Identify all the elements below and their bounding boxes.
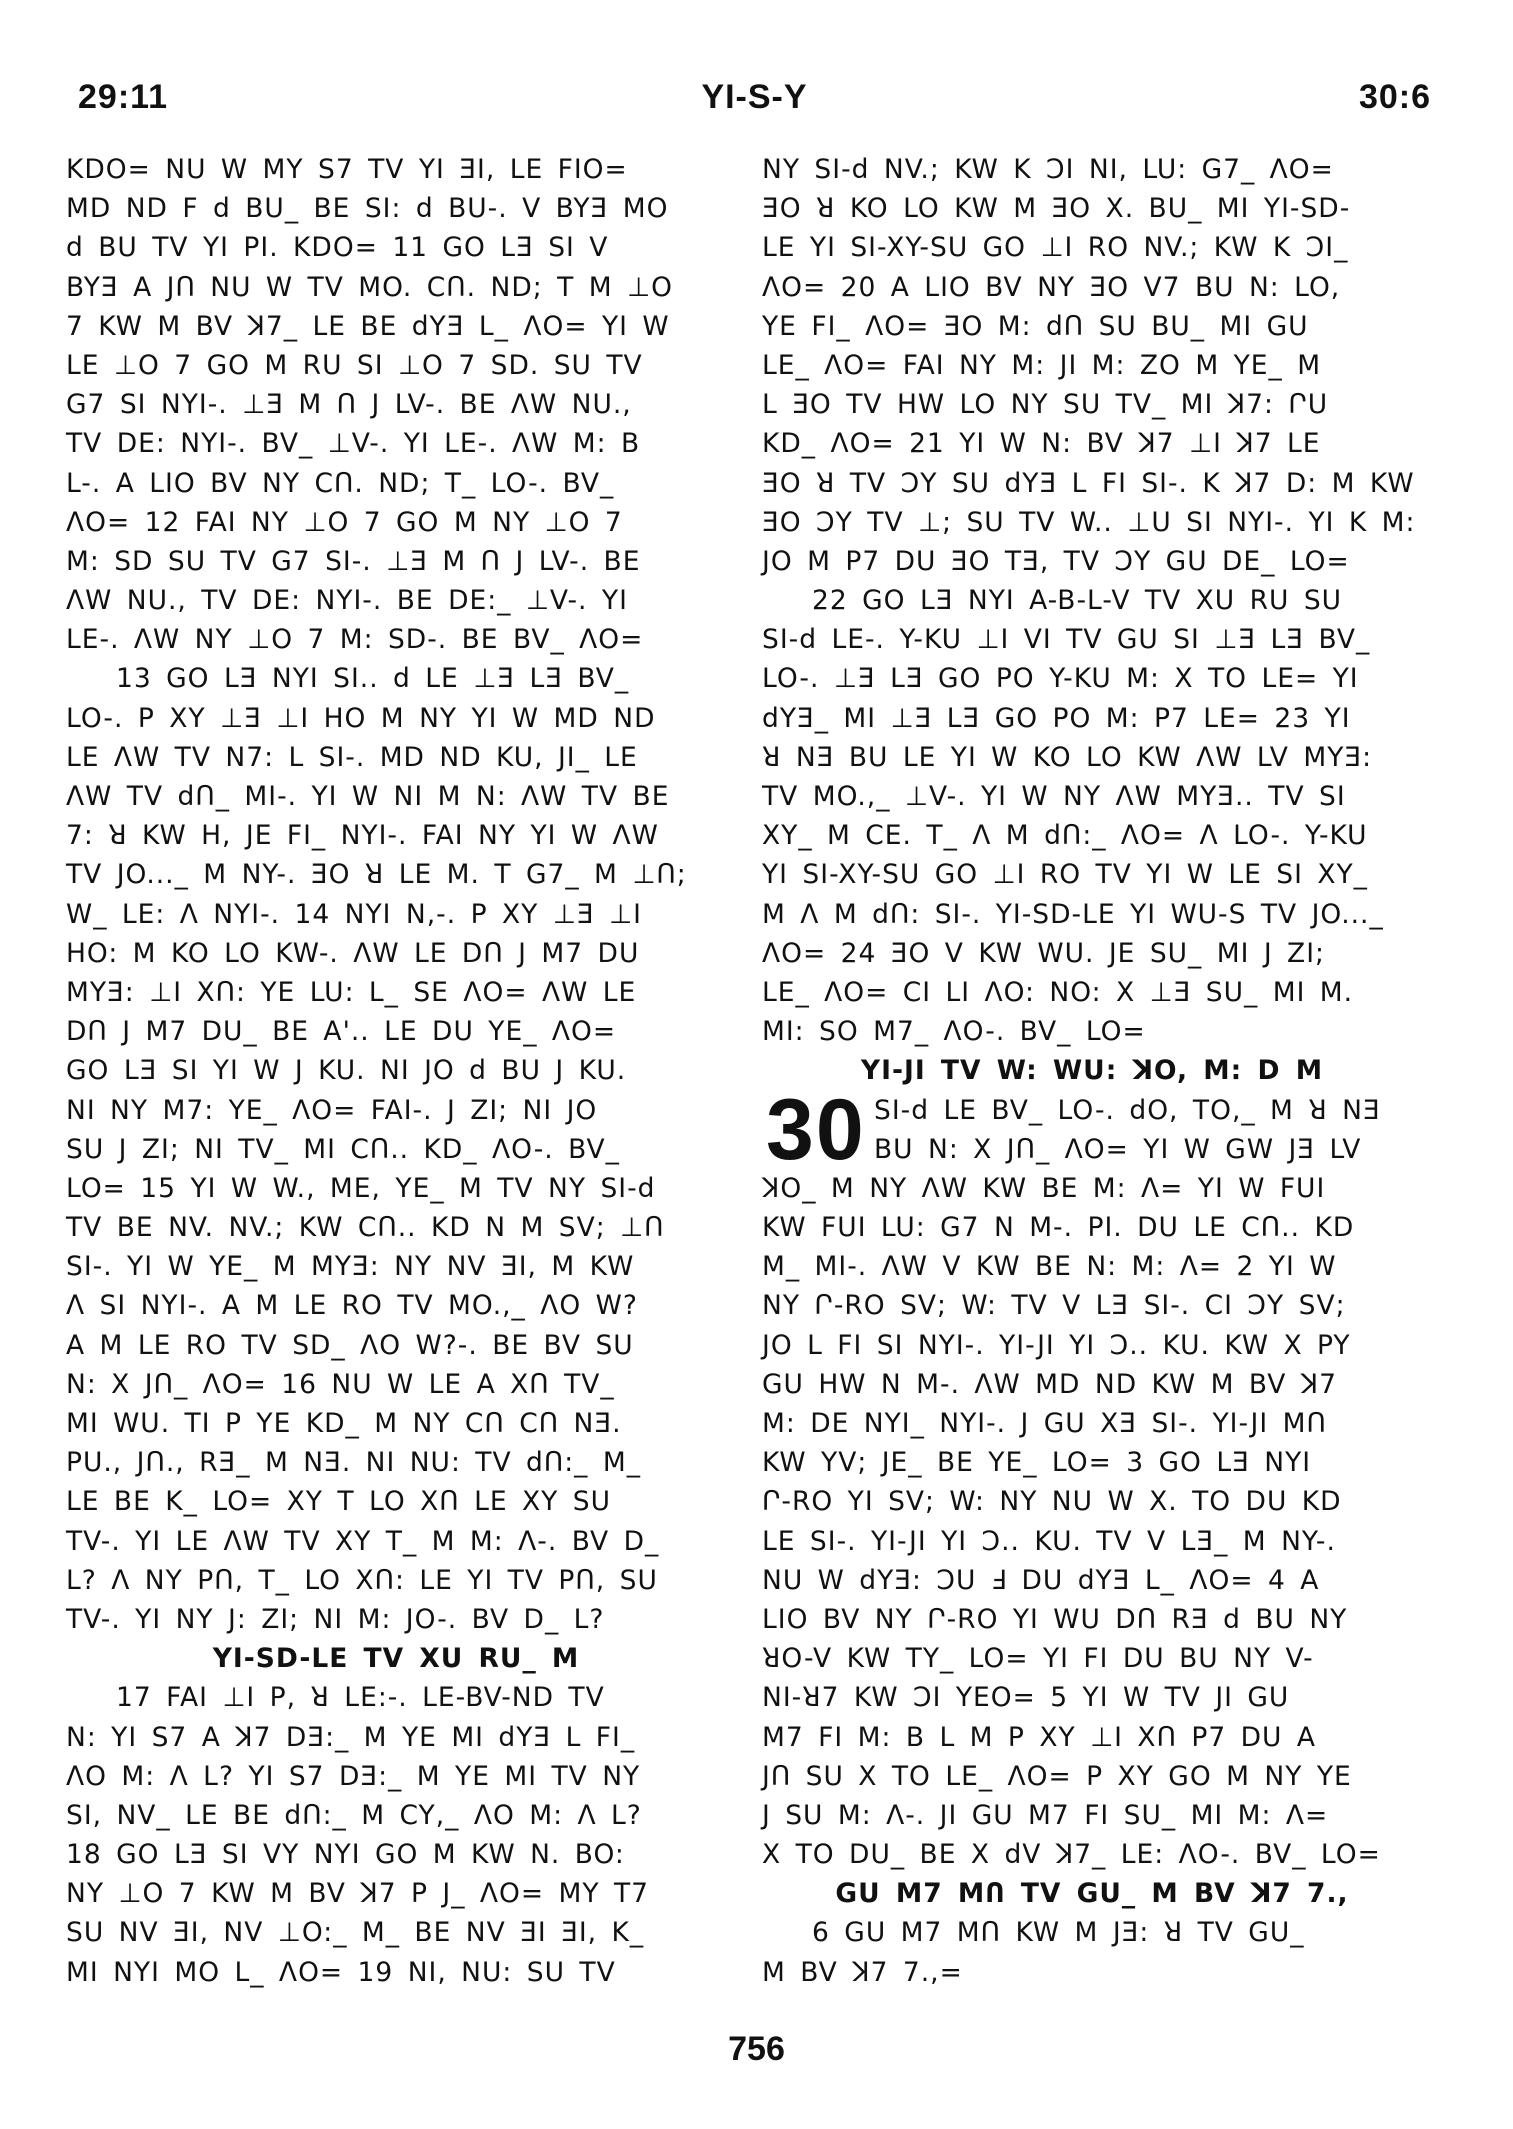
header-right-reference: 30:6 [1358, 78, 1431, 116]
left-column [66, 150, 726, 1992]
page-number: 756 [728, 2030, 785, 2068]
text-line: GU HW N M-. ΛW MD ND KW M BV ꓘ7 [762, 1368, 1338, 1400]
text-line: 22 GO LƎ NYI A-B-L-V TV XU RU SU [812, 585, 1343, 617]
text-line: SU J ZI; NI TV_ MI CՈ.. KD_ ΛO-. BV_ [66, 1133, 620, 1165]
text-line: ΛW TV dՈ_ MI-. YI W NI M N: ΛW TV BE [66, 781, 670, 812]
text-line: 17 FAI ⊥I P, ꓤ LE:-. LE-BV-ND TV [116, 1682, 605, 1714]
text-line: MI NYI MO L_ ΛO= 19 NI, NU: SU TV [66, 1956, 616, 1988]
section-heading: YI-SD-LE TV XU RU_ M [212, 1643, 580, 1675]
text-line: A M LE RO TV SD_ ΛO W?-. BE BV SU [66, 1329, 634, 1361]
text-line: ΛO= 24 ƎO V KW WU. JE SU_ MI J ZI; [762, 937, 1325, 969]
text-line: dYƎ_ MI ⊥Ǝ LƎ GO PO M: P7 LE= 23 YI [762, 702, 1351, 734]
text-line: TV-. YI LE ΛW TV XY T_ M M: Λ-. BV D_ [66, 1525, 660, 1557]
text-line: SU NV ƎI, NV ⊥O:_ M_ BE NV ƎI ƎI, K_ [66, 1917, 645, 1949]
text-line: 13 GO LƎ NYI SI.. d LE ⊥Ǝ LƎ BV_ [116, 663, 630, 695]
text-line: M7 FI M: B L M P XY ⊥I XՈ P7 DU A [762, 1721, 1317, 1753]
right-column [762, 150, 1422, 1992]
text-line: ƎO ꓤ KO LO KW M ƎO X. BU_ MI YI-SD- [762, 193, 1351, 225]
text-line: NY ⊥O 7 KW M BV ꓘ7 P J_ ΛO= MY T7 [66, 1878, 650, 1910]
text-line: Ր-RO YI SV; W: NY NU W X. TO DU KD [762, 1486, 1342, 1518]
text-line: SI-d LE-. Y-KU ⊥I VI TV GU SI ⊥Ǝ LƎ BV_ [762, 624, 1371, 656]
text-line: M: DE NYI_ NYI-. J GU XƎ SI-. YI-JI MՈ [762, 1408, 1327, 1439]
text-line: M: SD SU TV G7 SI-. ⊥Ǝ M Ո J LV-. BE [66, 545, 641, 577]
text-line: NI-ꓤ7 KW ƆI YEO= 5 YI W TV JI GU [762, 1682, 1290, 1714]
text-line: NU W dYƎ: ƆU Ⅎ DU dYƎ L_ ΛO= 4 A [762, 1564, 1320, 1596]
text-line: MYƎ: ⊥I XՈ: YE LU: L_ SE ΛO= ΛW LE [66, 976, 637, 1008]
text-line: L? Λ NY PՈ, T_ LO XՈ: LE YI TV PՈ, SU [66, 1564, 658, 1596]
text-line: YE FI_ ΛO= ƎO M: dՈ SU BU_ MI GU [762, 310, 1309, 342]
text-line: TV BE NV. NV.; KW CՈ.. KD N M SV; ⊥Ո [66, 1212, 665, 1244]
text-line: KW FUI LU: G7 N M-. PI. DU LE CՈ.. KD [762, 1212, 1355, 1244]
text-line: J SU M: Λ-. JI GU M7 FI SU_ MI M: Λ= [762, 1799, 1329, 1831]
text-line: BU N: X JՈ_ ΛO= YI W GW JƎ LV [874, 1133, 1362, 1165]
text-line: LE_ ΛO= FAI NY M: JI M: ZO M YE_ M [762, 349, 1322, 381]
text-line: KDO= NU W MY S7 TV YI ƎI, LE FIO= [66, 154, 628, 185]
text-line: X TO DU_ BE X dV ꓘ7_ LE: ΛO-. BV_ LO= [762, 1839, 1381, 1871]
text-line: TV MO.,_ ⊥V-. YI W NY ΛW MYƎ.. TV SI [762, 781, 1346, 812]
text-line: W_ LE: Λ NYI-. 14 NYI N,-. P XY ⊥Ǝ ⊥I [66, 898, 642, 930]
text-line: LE SI-. YI-JI YI Ɔ.. KU. TV V LƎ_ M NY-. [762, 1525, 1336, 1557]
text-line: TV DE: NYI-. BV_ ⊥V-. YI LE-. ΛW M: B [66, 428, 641, 460]
text-line: L ƎO TV HW LO NY SU TV_ MI ꓘ7: ՐU [762, 389, 1329, 421]
text-line: N: X JՈ_ ΛO= 16 NU W LE A XՈ TV_ [66, 1368, 615, 1400]
text-line: ƎO ꓤ TV ƆY SU dYƎ L FI SI-. K ꓘ7 D: M KW [762, 467, 1415, 499]
text-line: Λ SI NYI-. A M LE RO TV MO.,_ ΛO W? [66, 1290, 638, 1322]
text-line: d BU TV YI PI. KDO= 11 GO LƎ SI V [66, 232, 609, 264]
text-line: M_ MI-. ΛW V KW BE N: M: Λ= 2 YI W [762, 1251, 1337, 1283]
text-line: TV JO..._ M NY-. ƎO ꓤ LE M. T G7_ M ⊥Ո; [66, 859, 687, 891]
text-line: LE_ ΛO= CI LI ΛO: NO: X ⊥Ǝ SU_ MI M. [762, 976, 1354, 1008]
text-line: ƎO ƆY TV ⊥; SU TV W.. ⊥U SI NYI-. YI K M: [762, 506, 1416, 538]
text-line: MI WU. TI P YE KD_ M NY CՈ CՈ NƎ. [66, 1408, 622, 1439]
chapter-opening [762, 1081, 1422, 1178]
text-line: LO-. P XY ⊥Ǝ ⊥I HO M NY YI W MD ND [66, 702, 656, 734]
header-left-reference: 29:11 [78, 78, 169, 116]
text-line: ΛO= 20 A LIO BV NY ƎO V7 BU N: LO, [762, 271, 1341, 303]
text-line: JՈ SU X TO LE_ ΛO= P XY GO M NY YE [762, 1760, 1352, 1792]
text-line: SI, NV_ LE BE dՈ:_ M CY,_ ΛO M: Λ L? [66, 1799, 642, 1831]
text-line: SI-. YI W YE_ M MYƎ: NY NV ƎI, M KW [66, 1251, 635, 1283]
text-line: 6 GU M7 MՈ KW M JƎ: ꓤ TV GU_ [812, 1917, 1305, 1949]
text-line: HO: M KO LO KW-. ΛW LE DՈ J M7 DU [66, 937, 640, 969]
text-line: ꓘO_ M NY ΛW KW BE M: Λ= YI W FUI [762, 1172, 1326, 1204]
text-line: YI SI-XY-SU GO ⊥I RO TV YI W LE SI XY_ [762, 859, 1368, 891]
text-line: NI NY M7: YE_ ΛO= FAI-. J ZI; NI JO [66, 1094, 598, 1126]
text-line: NY SI-d NV.; KW K ƆI NI, LU: G7_ ΛO= [762, 154, 1334, 185]
section-heading: GU M7 MՈ TV GU_ M BV ꓘ7 7., [835, 1878, 1349, 1910]
text-line: N: YI S7 A ꓘ7 DƎ:_ M YE MI dYƎ L FI_ [66, 1721, 636, 1753]
text-line: ꓤO-V KW TY_ LO= YI FI DU BU NY V- [762, 1643, 1314, 1675]
text-line: LE YI SI-XY-SU GO ⊥I RO NV.; KW K ƆI_ [762, 232, 1349, 264]
text-line: ΛO= 12 FAI NY ⊥O 7 GO M NY ⊥O 7 [66, 506, 623, 538]
text-line: SI-d LE BV_ LO-. dO, TO,_ M ꓤ NƎ [874, 1094, 1381, 1126]
text-line: 7 KW M BV ꓘ7_ LE BE dYƎ L_ ΛO= YI W [66, 310, 670, 342]
text-line: TV-. YI NY J: ZI; NI M: JO-. BV D_ L? [66, 1603, 605, 1635]
text-line: M BV ꓘ7 7.,= [762, 1956, 963, 1988]
text-line: MD ND F d BU_ BE SI: d BU-. V BYƎ MO [66, 193, 669, 225]
header-book-title: YI-S-Y [701, 78, 808, 116]
running-header [78, 78, 1431, 128]
text-line: DՈ J M7 DU_ BE A'.. LE DU YE_ ΛO= [66, 1016, 617, 1048]
text-line: KD_ ΛO= 21 YI W N: BV ꓘ7 ⊥I ꓘ7 LE [762, 428, 1321, 460]
text-line: LE-. ΛW NY ⊥O 7 M: SD-. BE BV_ ΛO= [66, 624, 644, 656]
text-line: LIO BV NY Ր-RO YI WU DՈ RƎ d BU NY [762, 1603, 1348, 1635]
text-line: LO-. ⊥Ǝ LƎ GO PO Y-KU M: X TO LE= YI [762, 663, 1359, 695]
text-line: PU., JՈ., RƎ_ M NƎ. NI NU: TV dՈ:_ M_ [66, 1447, 641, 1479]
text-line: MI: SO M7_ ΛO-. BV_ LO= [762, 1016, 1146, 1048]
text-line: 18 GO LƎ SI VY NYI GO M KW N. BO: [66, 1839, 625, 1871]
text-line: L-. A LIO BV NY CՈ. ND; T_ LO-. BV_ [66, 467, 615, 499]
text-line: NY Ր-RO SV; W: TV V LƎ SI-. CI ƆY SV; [762, 1290, 1346, 1322]
text-line: ΛW NU., TV DE: NYI-. BE DE:_ ⊥V-. YI [66, 585, 628, 617]
text-line: G7 SI NYI-. ⊥Ǝ M Ո J LV-. BE ΛW NU., [66, 389, 632, 421]
text-line: M Λ M dՈ: SI-. YI-SD-LE YI WU-S TV JO..._ [762, 898, 1384, 930]
text-line: GO LƎ SI YI W J KU. NI JO d BU J KU. [66, 1055, 627, 1087]
text-line: JO M P7 DU ƎO TƎ, TV ƆY GU DE_ LO= [762, 545, 1350, 577]
text-line: 7: ꓤ KW H, JE FI_ NYI-. FAI NY YI W ΛW [66, 820, 659, 852]
text-line: KW YV; JE_ BE YE_ LO= 3 GO LƎ NYI [762, 1447, 1312, 1479]
section-heading: YI-JI TV W: WU: ꓘO, M: D M [860, 1055, 1324, 1087]
chapter-number: 30 [766, 1081, 866, 1178]
text-line: LE BE K_ LO= XY T LO XՈ LE XY SU [66, 1486, 611, 1518]
text-line: LE ΛW TV N7: L SI-. MD ND KU, JI_ LE [66, 741, 638, 773]
text-line: ΛO M: Λ L? YI S7 DƎ:_ M YE MI TV NY [66, 1760, 641, 1792]
text-line: ꓤ NƎ BU LE YI W KO LO KW ΛW LV MYƎ: [762, 741, 1373, 773]
text-line: BYƎ A JՈ NU W TV MO. CՈ. ND; T M ⊥O [66, 271, 673, 303]
text-line: LO= 15 YI W W., ME, YE_ M TV NY SI-d [66, 1172, 656, 1204]
text-line: XY_ M CE. T_ Λ M dՈ:_ ΛO= Λ LO-. Y-KU [762, 820, 1368, 852]
text-line: LE ⊥O 7 GO M RU SI ⊥O 7 SD. SU TV [66, 349, 643, 381]
text-line: JO L FI SI NYI-. YI-JI YI Ɔ.. KU. KW X PY [762, 1329, 1351, 1361]
